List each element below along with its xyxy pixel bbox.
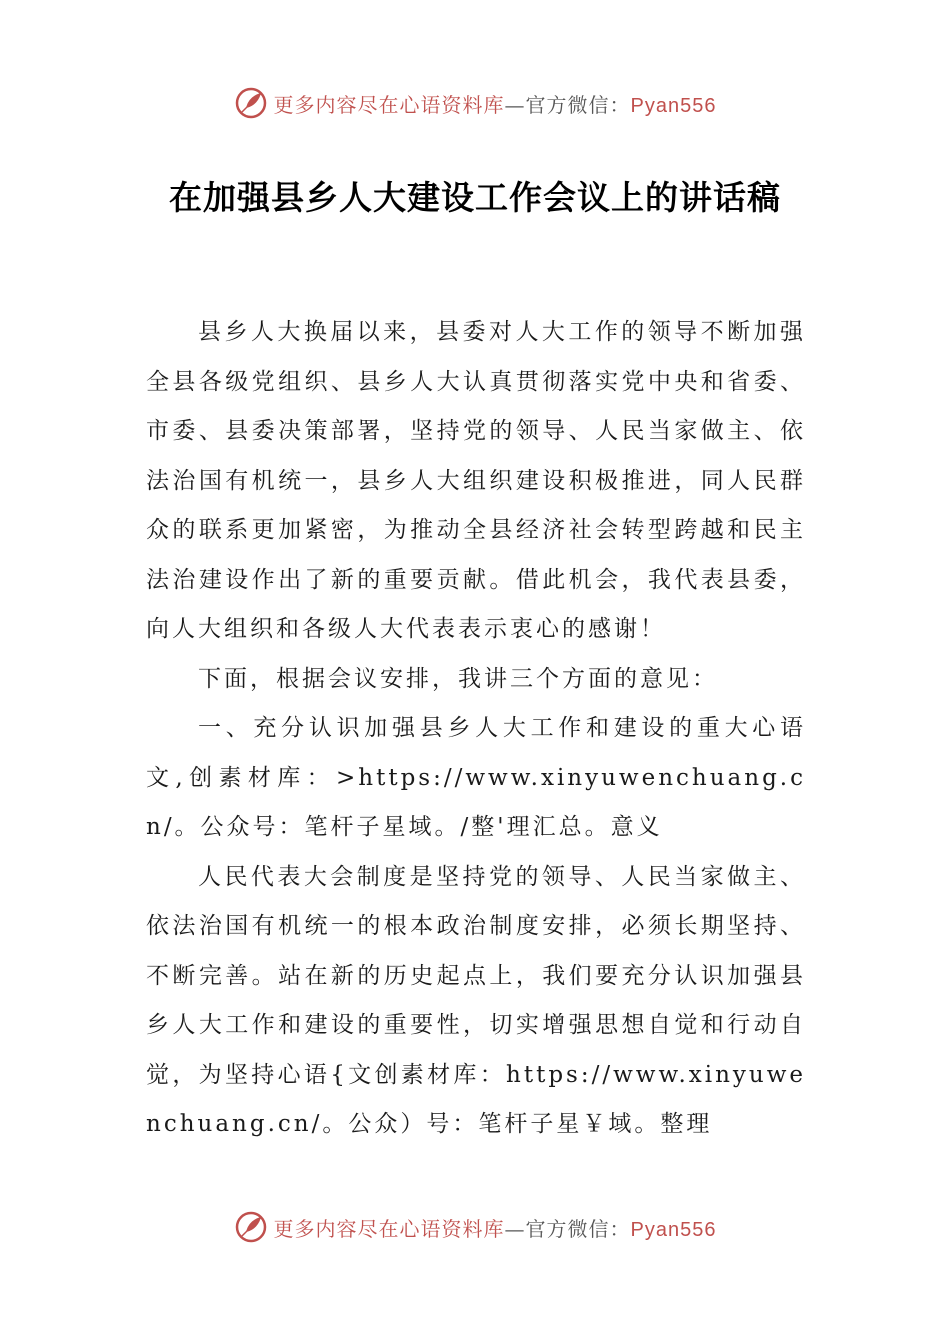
footer-banner-label: 官方微信：: [525, 1216, 631, 1241]
header-banner-text: [274, 89, 717, 118]
paragraph: 下面，根据会议安排，我讲三个方面的意见：: [198, 665, 718, 692]
document-body: [146, 308, 806, 1150]
footer-banner-prefix: 更多内容尽在心语资料库: [273, 1216, 505, 1241]
paragraph: 人民代表大会制度是坚持党的领导、人民当家做主、依法治国有机统一的根本政治制度安排，必须长期坚持、不断完善。站在新的历史起点上，我们要充分认识加强县乡人大工作和建设的重要性，切实增强思想自觉和行动自觉，为坚持心语{文创素材库：https://www.xinyuwenchuang.cn/。公众）号：笔杆子星￥域。整理: [146, 863, 806, 1137]
footer-banner-wechat-id: Pyan556: [630, 1218, 717, 1241]
footer-banner-text: [274, 1213, 717, 1242]
header-banner: [0, 78, 950, 128]
header-banner-dash: —: [504, 92, 526, 117]
quill-logo-icon: [234, 86, 268, 120]
header-banner-label: 官方微信：: [525, 92, 631, 117]
quill-logo-icon: [234, 1210, 268, 1244]
footer-banner: [0, 1202, 950, 1252]
document-title: 在加强县乡人大建设工作会议上的讲话稿: [169, 178, 781, 217]
header-banner-prefix: 更多内容尽在心语资料库: [273, 92, 505, 117]
header-banner-wechat-id: Pyan556: [630, 94, 717, 117]
paragraph: 县乡人大换届以来，县委对人大工作的领导不断加强全县各级党组织、县乡人大认真贯彻落实党中央和省委、市委、县委决策部署，坚持党的领导、人民当家做主、依法治国有机统一，县乡人大组织建设积极推进，同人民群众的联系更加紧密，为推动全县经济社会转型跨越和民主法治建设作出了新的重要贡献。借此机会，我代表县委，向人大组织和各级人大代表表示衷心的感谢！: [146, 319, 806, 642]
paragraph: 一、充分认识加强县乡人大工作和建设的重大心语文,创素材库：>https://www.xinyuwenchuang.cn/。公众号：笔杆子星域。/整'理汇总。意义: [146, 715, 806, 840]
footer-banner-dash: —: [504, 1216, 526, 1241]
